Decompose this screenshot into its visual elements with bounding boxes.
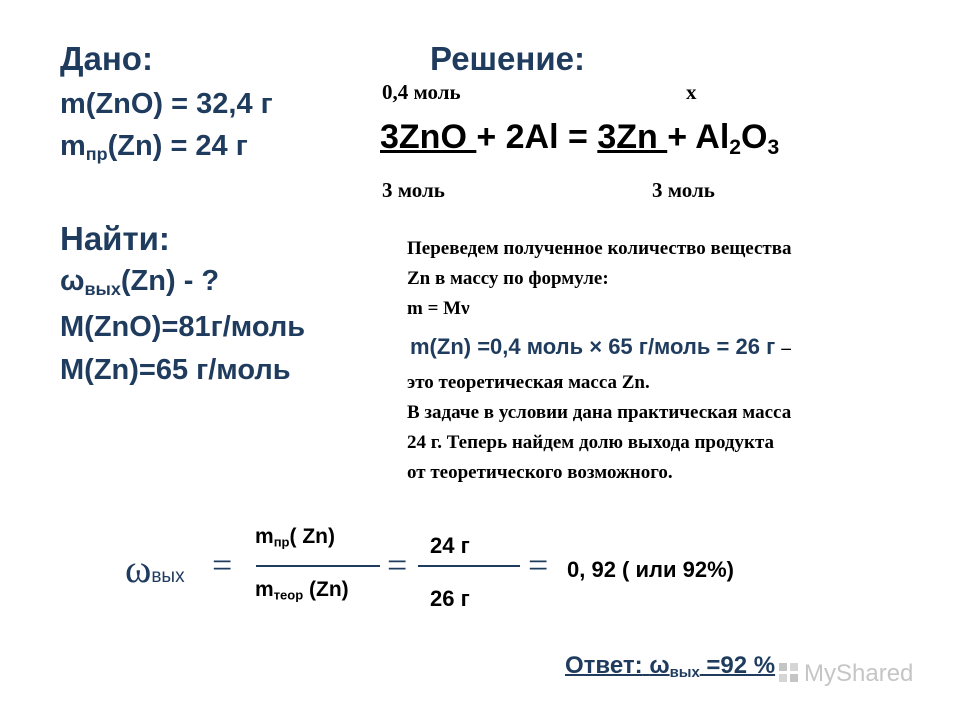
explanation-line-6: В задаче в условии дана практическая масса	[407, 402, 792, 423]
moles-below-zn: 3 моль	[652, 178, 715, 202]
unknown-x: x	[686, 80, 697, 104]
eq-sub3: 3	[767, 135, 780, 159]
watermark	[778, 660, 913, 688]
formula-result: 0, 92 ( или 92%)	[567, 557, 734, 582]
find-heading: Найти:	[60, 220, 170, 257]
formula-num-value: 24 г	[430, 533, 470, 558]
explanation-calc: m(Zn) =0,4 моль × 65 г/моль = 26 г	[410, 334, 776, 359]
answer-sub: вых	[669, 665, 700, 682]
formula-num-rest: ( Zn)	[289, 525, 335, 548]
answer	[565, 652, 775, 681]
solution-heading: Решение:	[430, 40, 585, 77]
given-heading: Дано:	[60, 40, 153, 77]
given-m: m	[60, 130, 86, 162]
formula-omega-sym: ω	[125, 546, 152, 591]
explanation-line-1: Переведем полученное количество вещества	[407, 238, 792, 259]
answer-value: =92 %	[699, 652, 776, 679]
formula-den-sub: теор	[273, 587, 304, 603]
moles-above-zno: 0,4 моль	[382, 80, 461, 104]
find-omega-rest: (Zn) - ?	[120, 265, 220, 297]
formula-den-value: 26 г	[430, 586, 470, 611]
formula-equals-1: =	[212, 545, 233, 585]
formula-denominator	[255, 578, 349, 603]
watermark-logo-icon	[778, 662, 800, 684]
eq-sub2: 2	[729, 135, 741, 159]
explanation-line-3: m = Mν	[407, 298, 470, 319]
given-zno-mass: m(ZnO) = 32,4 г	[60, 88, 273, 120]
eq-o: O	[741, 118, 768, 156]
given-zn-practical-mass	[60, 130, 248, 165]
find-omega-sub: вых	[84, 279, 121, 300]
formula-equals-2: =	[387, 545, 408, 585]
explanation-line-5: это теоретическая масса Zn.	[407, 372, 650, 393]
formula-equals-3: =	[528, 545, 549, 585]
eq-mid: + 2Al =	[476, 118, 598, 156]
eq-plus: + Al	[667, 118, 730, 156]
explanation-line-2: Zn в массу по формуле:	[407, 268, 609, 289]
formula-omega-sub: вых	[151, 566, 185, 587]
find-omega: ω	[60, 265, 85, 297]
formula-omega	[125, 545, 185, 592]
molar-mass-zn	[60, 354, 291, 387]
given-sub: пр	[85, 144, 108, 165]
formula-den-rest: (Zn)	[303, 578, 349, 601]
find-yield	[60, 265, 219, 300]
molar-mass-zn-a: M(	[60, 354, 94, 386]
answer-label: Ответ:	[565, 652, 643, 679]
watermark-text: MyShared	[804, 660, 914, 687]
explanation-dash: –	[781, 338, 791, 359]
formula-numerator	[255, 525, 335, 550]
answer-omega: ω	[649, 652, 670, 679]
formula-den-m: m	[255, 578, 274, 601]
eq-zn: 3Zn	[597, 118, 668, 156]
explanation-line-4	[410, 334, 791, 360]
formula-num-sub: пр	[273, 534, 290, 550]
moles-below-zno: 3 моль	[382, 178, 445, 202]
fraction-bar-1	[256, 565, 380, 567]
eq-zno: 3ZnO	[380, 118, 477, 156]
explanation-line-7: 24 г. Теперь найдем долю выхода продукта	[407, 432, 775, 453]
explanation-line-8: от теоретического возможного.	[407, 462, 673, 483]
molar-mass-zn-b: Zn)=65 г/моль	[93, 354, 291, 386]
molar-mass-zno: M(ZnO)=81г/моль	[60, 311, 306, 343]
given-rest: (Zn) = 24 г	[107, 130, 248, 162]
reaction-equation	[380, 118, 779, 160]
formula-num-m: m	[255, 525, 274, 548]
fraction-bar-2	[418, 565, 520, 567]
